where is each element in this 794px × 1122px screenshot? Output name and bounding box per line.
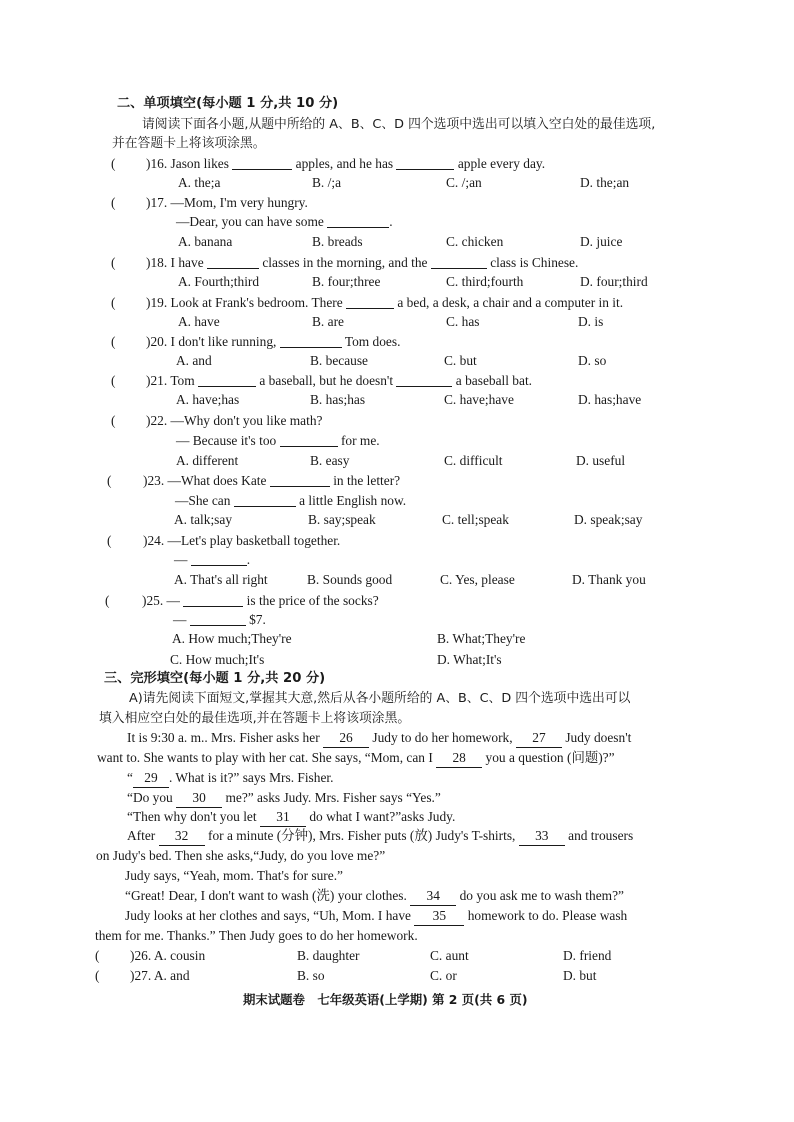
option: C. tell;speak	[442, 512, 509, 527]
question-stem: )18. I have classes in the morning, and the class is Chinese.	[146, 255, 579, 270]
question-stem: )21. Tom a baseball, but he doesn't a baseball bat.	[146, 373, 533, 388]
passage-line: “Great! Dear, I don't want to wash (洗) your clothes. 34 do you ask me to wash them?”	[125, 887, 624, 906]
question-stem: )16. Jason likes apples, and he has apple every day.	[146, 156, 546, 171]
passage-line: on Judy's bed. Then she asks,“Judy, do you love me?”	[96, 848, 386, 863]
option: B. are	[312, 314, 344, 329]
option: B. because	[310, 353, 369, 368]
section-instruction: 并在答题卡上将该项涂黑。	[112, 136, 266, 151]
option: A. different	[176, 453, 239, 468]
answer-paren-open: (	[111, 255, 116, 270]
question-stem: )25. — is the price of the socks?	[142, 593, 379, 608]
option: C. Yes, please	[440, 572, 515, 587]
question-stem: )17. —Mom, I'm very hungry.	[146, 195, 308, 210]
option: A. talk;say	[174, 512, 233, 527]
answer-paren-open: (	[111, 195, 116, 210]
option: B. has;has	[310, 392, 366, 407]
option: C. aunt	[430, 948, 469, 963]
blank-27: 27	[516, 729, 562, 748]
passage-line: Judy looks at her clothes and says, “Uh, Mom. I have 35 homework to do. Please wash	[125, 907, 627, 926]
answer-paren-open: (	[111, 373, 116, 388]
blank-30: 30	[176, 789, 222, 808]
option: D. but	[563, 968, 597, 983]
option: C. but	[444, 353, 477, 368]
passage-line: want to. She wants to play with her cat. She says, “Mom, can I 28 you a question (问题)?”	[97, 749, 615, 768]
question-stem-line2: — $7.	[173, 612, 266, 627]
blank-32: 32	[159, 827, 205, 846]
answer-paren-open: (	[111, 156, 116, 171]
page-footer: 期末试题卷 七年级英语(上学期) 第 2 页(共 6 页)	[243, 992, 528, 1007]
option: D. useful	[576, 453, 626, 468]
option: B. four;three	[312, 274, 381, 289]
option: B. so	[297, 968, 325, 983]
question-stem: )19. Look at Frank's bedroom. There a bed, a desk, a chair and a computer in it.	[146, 295, 624, 310]
option: B. daughter	[297, 948, 360, 963]
option: B. breads	[312, 234, 363, 249]
passage-line: “Then why don't you let 31 do what I want?”asks Judy.	[127, 808, 455, 827]
question-stem: )24. —Let's play basketball together.	[143, 533, 341, 548]
blank-34: 34	[410, 887, 456, 906]
option: A. have;has	[176, 392, 240, 407]
answer-paren-open: (	[107, 473, 112, 488]
section-instruction: 填入相应空白处的最佳选项,并在答题卡上将该项涂黑。	[99, 711, 411, 726]
answer-paren-open: (	[105, 593, 110, 608]
answer-paren-open: (	[95, 968, 100, 983]
question-stem: )27. A. and	[130, 968, 190, 983]
option: B. /;a	[312, 175, 342, 190]
option: D. four;third	[580, 274, 648, 289]
option: D. is	[578, 314, 604, 329]
option: C. has	[446, 314, 480, 329]
option: D. juice	[580, 234, 623, 249]
option: B. say;speak	[308, 512, 376, 527]
option: B. What;They're	[437, 631, 526, 646]
option: C. have;have	[444, 392, 514, 407]
option: C. third;fourth	[446, 274, 524, 289]
passage-line: It is 9:30 a. m.. Mrs. Fisher asks her 26 Judy to do her homework, 27 Judy doesn't	[127, 729, 631, 748]
question-stem-line2: —She can a little English now.	[175, 493, 407, 508]
option: D. Thank you	[572, 572, 646, 587]
section-instruction: 请阅读下面各小题,从题中所给的 A、B、C、D 四个选项中选出可以填入空白处的最佳选项,	[142, 117, 656, 132]
passage-line: After 32 for a minute (分钟), Mrs. Fisher puts (放) Judy's T-shirts, 33 and trousers	[127, 827, 633, 846]
option: A. Fourth;third	[178, 274, 260, 289]
blank-31: 31	[260, 808, 306, 827]
answer-paren-open: (	[111, 295, 116, 310]
section-instruction: A)请先阅读下面短文,掌握其大意,然后从各小题所给的 A、B、C、D 四个选项中选出可以	[129, 691, 631, 706]
option: D. What;It's	[437, 652, 502, 667]
answer-paren-open: (	[95, 948, 100, 963]
option: A. How much;They're	[172, 631, 292, 646]
option: A. the;a	[178, 175, 221, 190]
answer-paren-open: (	[111, 413, 116, 428]
option: C. or	[430, 968, 457, 983]
option: C. difficult	[444, 453, 503, 468]
answer-paren-open: (	[111, 334, 116, 349]
question-stem-line2: —Dear, you can have some .	[176, 214, 393, 229]
question-stem: )20. I don't like running, Tom does.	[146, 334, 401, 349]
option: A. That's all right	[174, 572, 268, 587]
option: D. speak;say	[574, 512, 643, 527]
blank-26: 26	[323, 729, 369, 748]
question-stem-line2: — .	[174, 552, 251, 567]
option: B. Sounds good	[307, 572, 393, 587]
option: C. chicken	[446, 234, 504, 249]
question-stem: )22. —Why don't you like math?	[146, 413, 323, 428]
section-title-cloze: 三、完形填空(每小题 1 分,共 20 分)	[104, 671, 326, 686]
option: C. How much;It's	[170, 652, 265, 667]
blank-35: 35	[414, 907, 464, 926]
passage-line: Judy says, “Yeah, mom. That's for sure.”	[125, 868, 344, 883]
option: D. so	[578, 353, 607, 368]
passage-line: “Do you 30 me?” asks Judy. Mrs. Fisher says “Yes.”	[127, 789, 441, 808]
passage-line: them for me. Thanks.” Then Judy goes to do her homework.	[95, 928, 418, 943]
section-title-single-choice: 二、单项填空(每小题 1 分,共 10 分)	[117, 96, 339, 111]
passage-line: “ 29 . What is it?” says Mrs. Fisher.	[127, 769, 333, 788]
option: A. banana	[178, 234, 233, 249]
question-stem-line2: — Because it's too for me.	[176, 433, 380, 448]
answer-paren-open: (	[107, 533, 112, 548]
option: D. the;an	[580, 175, 630, 190]
option: D. has;have	[578, 392, 642, 407]
question-stem: )26. A. cousin	[130, 948, 206, 963]
option: A. and	[176, 353, 212, 368]
blank-29: 29	[133, 769, 169, 788]
blank-33: 33	[519, 827, 565, 846]
option: A. have	[178, 314, 220, 329]
option: C. /;an	[446, 175, 482, 190]
option: B. easy	[310, 453, 350, 468]
option: D. friend	[563, 948, 612, 963]
blank-28: 28	[436, 749, 482, 768]
question-stem: )23. —What does Kate in the letter?	[143, 473, 401, 488]
